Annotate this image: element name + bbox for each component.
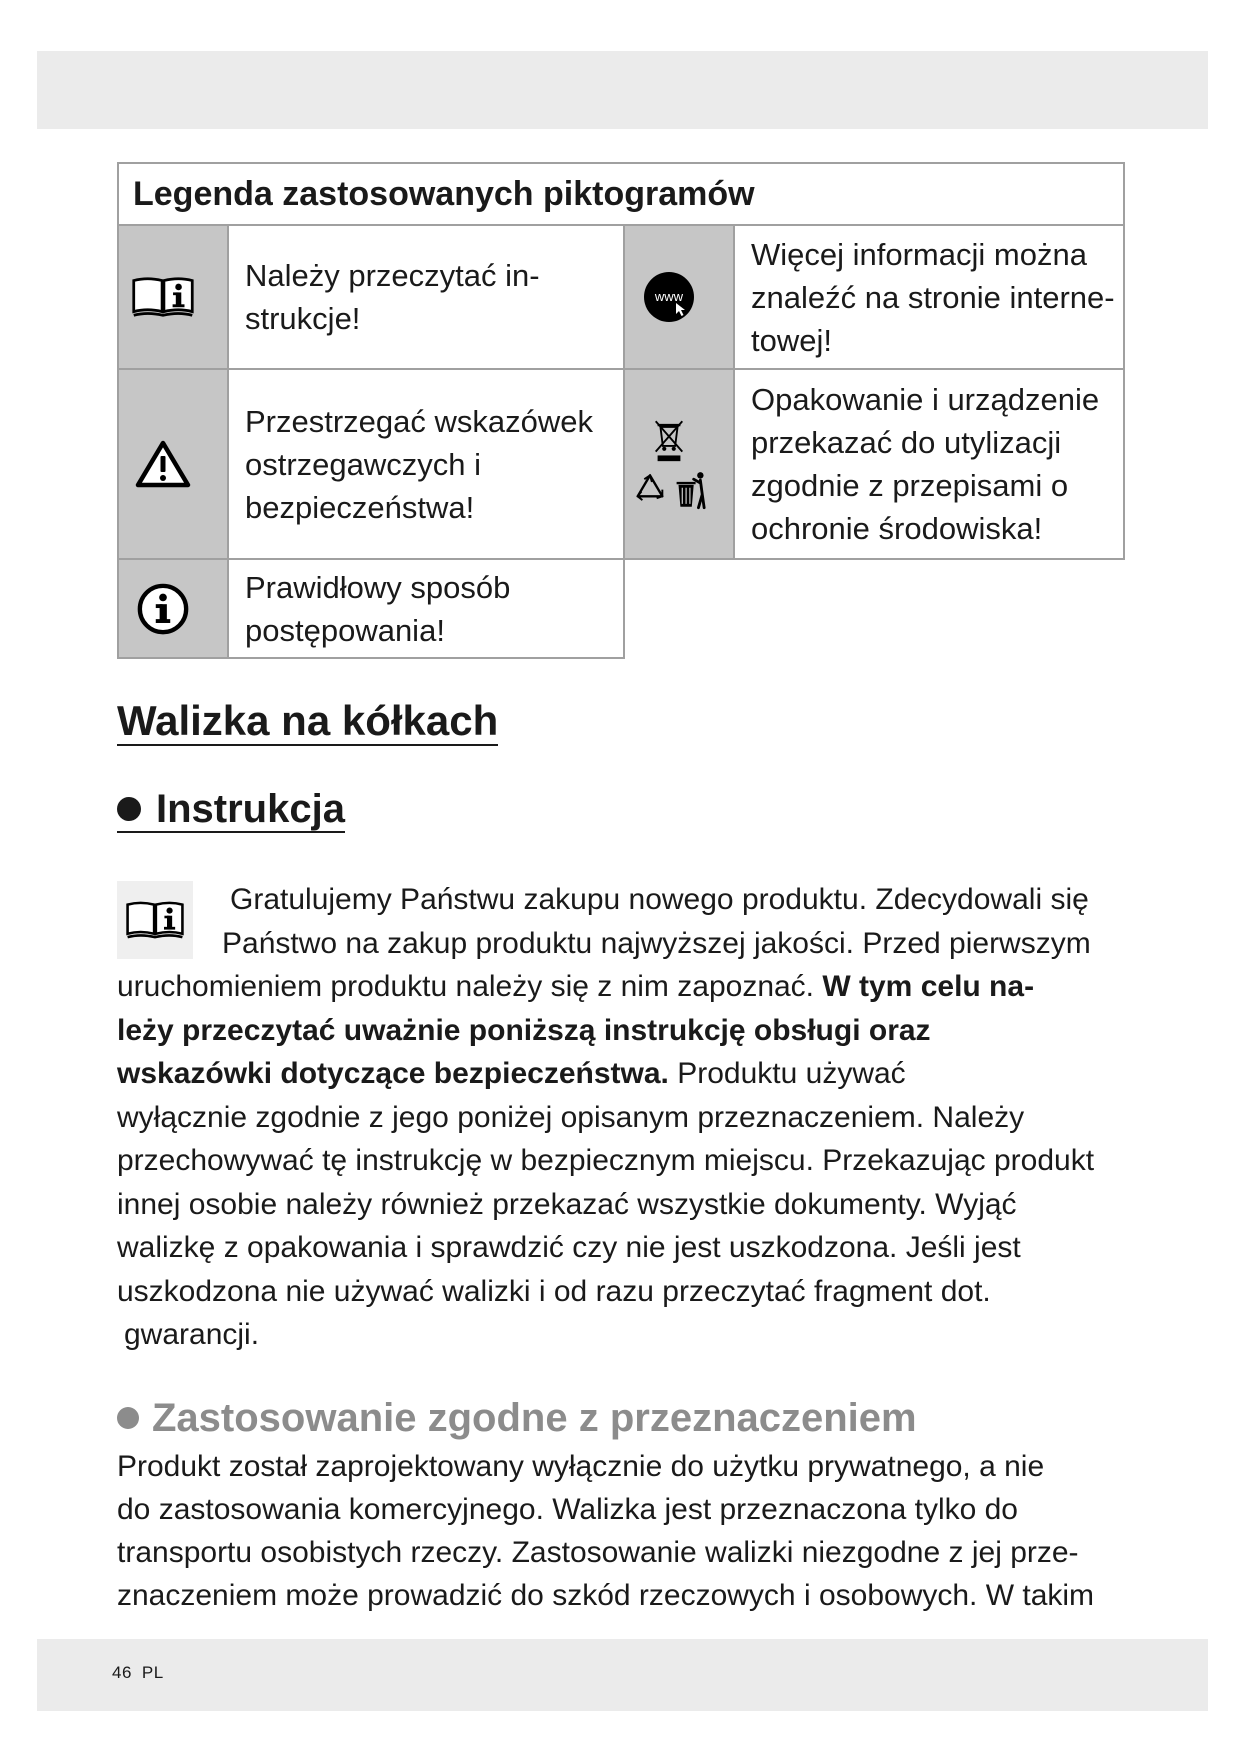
legend-icon-cell <box>623 224 735 370</box>
legend-text-line: Należy przeczytać in- <box>245 258 540 293</box>
instruction-paragraph <box>117 878 1094 1357</box>
legend-text-cell <box>227 224 625 370</box>
legend-table <box>117 162 1125 659</box>
paragraph-line: znaczeniem może prowadzić do szkód rzeczowych i osobowych. W takim <box>117 1579 1095 1612</box>
legend-text-line: bezpieczeństwa! <box>245 489 475 525</box>
paragraph-text: uruchomieniem produktu należy się z nim zapoznać. <box>117 970 823 1003</box>
section-heading-text: Instrukcja <box>156 787 345 831</box>
recycling-disposal-icon <box>631 416 707 512</box>
www-icon <box>642 270 696 324</box>
legend-text-line: przekazać do utylizacji <box>751 425 1062 460</box>
legend-text-line: Więcej informacji można <box>751 236 1087 272</box>
paragraph-line: gwarancji. <box>124 1318 260 1351</box>
header-band <box>37 51 1208 129</box>
section-heading-instruction <box>117 787 345 833</box>
legend-icon-cell <box>117 224 229 370</box>
page-footer <box>112 1661 164 1685</box>
paragraph-bold-text: wskazówki dotyczące bezpieczeństwa. <box>117 1057 669 1090</box>
paragraph-line: do zastosowania komercyjnego. Walizka jest przeznaczona tylko do <box>117 1493 1018 1526</box>
paragraph-line: transportu osobistych rzeczy. Zastosowanie walizki niezgodne z jej prze- <box>117 1536 1079 1569</box>
legend-text-cell <box>227 558 625 659</box>
legend-icon-cell <box>117 558 229 659</box>
read-instructions-icon <box>131 273 195 321</box>
legend-text-line: zgodnie z przepisami o <box>751 468 1069 503</box>
legend-text-line: Przestrzegać wskazówek <box>245 403 594 439</box>
paragraph-line: Państwo na zakup produktu najwyższej jakości. Przed pierwszym <box>222 926 1091 960</box>
legend-text-line: postępowania! <box>245 612 445 648</box>
footer-band <box>37 1639 1208 1711</box>
legend-text-cell <box>733 368 1125 560</box>
legend-text-line: towej! <box>751 322 832 358</box>
paragraph-line: wyłącznie zgodnie z jego poniżej opisanym przeznaczeniem. Należy <box>117 1100 1025 1134</box>
language-code: PL <box>141 1663 164 1682</box>
paragraph-line: walizkę z opakowania i sprawdzić czy nie jest uszkodzona. Jeśli jest <box>117 1231 1021 1264</box>
intended-use-paragraph <box>117 1445 1094 1617</box>
legend-text-line: strukcje! <box>245 301 361 336</box>
paragraph-line: uszkodzona nie używać walizki i od razu przeczytać fragment dot. <box>117 1274 991 1308</box>
legend-title: Legenda zastosowanych piktogramów <box>117 162 1125 226</box>
paragraph-line <box>117 1052 1094 1096</box>
section-heading-intended-use <box>117 1395 917 1441</box>
paragraph-bold-text: W tym celu na- <box>822 970 1035 1003</box>
legend-text-line: Opakowanie i urządzenie <box>751 382 1100 417</box>
bullet-icon <box>117 797 141 821</box>
section-heading-text: Zastosowanie zgodne z przeznaczeniem <box>152 1396 917 1440</box>
paragraph-line: Gratulujemy Państwu zakupu nowego produktu. Zdecydowali się <box>230 883 1089 916</box>
page-title: Walizka na kółkach <box>117 697 499 744</box>
legend-icon-cell <box>117 368 229 560</box>
legend-text-cell <box>227 368 625 560</box>
bullet-icon <box>117 1407 139 1429</box>
paragraph-line: innej osobie należy również przekazać wszystkie dokumenty. Wyjąć <box>117 1187 1017 1221</box>
paragraph-line: przechowywać tę instrukcję w bezpiecznym miejscu. Przekazując produkt <box>117 1144 1095 1177</box>
paragraph-line <box>117 965 1094 1009</box>
legend-text-line: ostrzegawczych i <box>245 446 482 482</box>
info-icon <box>136 582 190 636</box>
warning-icon <box>135 439 191 489</box>
paragraph-text: Produktu używać <box>668 1057 906 1090</box>
www-icon-label: www <box>654 289 684 304</box>
legend-text-line: ochronie środowiska! <box>751 511 1043 546</box>
paragraph-line: leży przeczytać uważnie poniższą instrukcję obsługi oraz <box>117 1013 931 1047</box>
paragraph-line: Produkt został zaprojektowany wyłącznie do użytku prywatnego, a nie <box>117 1450 1045 1483</box>
legend-icon-cell <box>623 368 735 560</box>
legend-text-line: znaleźć na stronie interne- <box>751 279 1115 315</box>
legend-text-line: Prawidłowy sposób <box>245 569 511 605</box>
legend-text-cell <box>733 224 1125 370</box>
page-number: 46 <box>112 1663 132 1682</box>
